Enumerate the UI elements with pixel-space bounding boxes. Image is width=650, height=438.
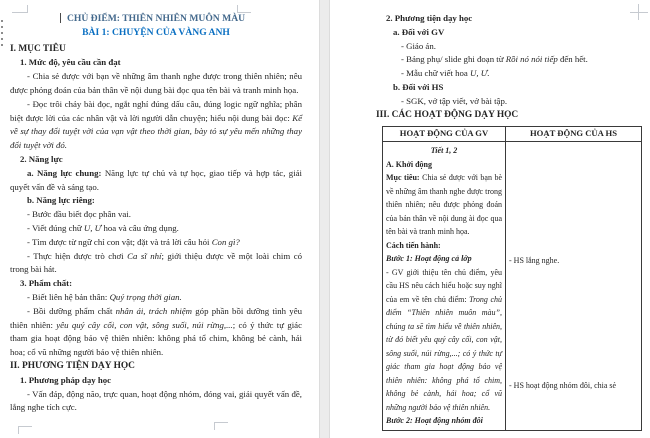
buoc-1-heading <box>386 252 502 266</box>
paragraph-tro-choi <box>10 250 302 278</box>
text-run: b. Năng lực riêng: <box>27 195 95 206</box>
cach-tien-hanh-heading <box>386 239 502 253</box>
paragraph-drag-handle-icon[interactable] <box>1 20 4 46</box>
paragraph-van-dap <box>10 388 302 416</box>
text-run: yêu quý cây cối, con vật, sông suối, núi rừng,... <box>56 319 233 330</box>
page-right-text <box>376 12 641 431</box>
text-run: - SGK, vở tập viết, vở bài tập. <box>401 95 508 106</box>
tiet-heading <box>386 144 502 158</box>
text-run: - Biết liên hệ bản thân: <box>27 291 110 302</box>
paragraph-boi-duong <box>10 305 302 360</box>
text-run: - GV giới thiệu tên chủ điểm, yêu cầu HS nêu cách hiểu hoặc suy nghĩ của em về tên chủ điểm: <box>386 267 502 304</box>
text-run: - Bảng phụ/ slide ghi đoạn từ <box>401 54 506 65</box>
paragraph-doc-troi <box>10 98 302 153</box>
text-run: U, Ư <box>83 222 102 233</box>
hs-lang-nghe-paragraph <box>509 254 638 268</box>
text-run: Rồi nó nói tiếp <box>505 54 558 65</box>
text-cursor <box>60 13 61 23</box>
text-run: - HS hoạt động nhóm đôi, chia sẻ <box>509 380 617 390</box>
text-run: Mục tiêu: <box>386 173 423 183</box>
buoc-2-heading <box>386 414 502 428</box>
text-run: - Chia sẻ được với bạn về những âm thanh nghe được trong thiên nhiên; nêu được phỏng đoán của bản thân về nội dung bài đọc qua tên bài và tranh minh họa. <box>10 71 302 95</box>
margin-crop-mark <box>638 4 639 20</box>
text-run: - Đọc trôi chảy bài đọc, ngắt nghỉ đúng dấu câu, đúng logic ngữ nghĩa; phân biệt được lời của các nhân vật và lời người dẫn chuyện; hiểu nội dung bài đọc: <box>10 98 302 123</box>
text-run: ; có ý thức tự giác tham gia hoạt động bảo vệ thiên nhiên: không phá tổ chim, không bẻ cành, hái hoa; cổ vũ những người bảo vệ thiên nhiên. <box>10 319 302 358</box>
text-run: - Tìm được từ ngữ chỉ con vật; đặt và trả lời câu hỏi <box>27 236 212 247</box>
text-run: Năng lực tự chủ và tự học, giao tiếp và hợp tác, giải quyết vấn đề và sáng tạo. <box>10 167 302 192</box>
paragraph-mau-chu <box>376 67 641 81</box>
paragraph-lien-he <box>10 291 302 305</box>
lesson-title: BÀI 1: CHUYỆN CỦA VÀNG ANH <box>82 26 230 38</box>
text-run: góp phần bồi dưỡng tình yêu thiên nhiên: <box>10 305 302 330</box>
heading-pham-chat: 3. Phẩm chất: <box>20 278 73 289</box>
paragraph-viet-dung <box>10 222 302 236</box>
text-run: nhân ái, trách nhiệm <box>115 305 193 316</box>
text-run: Con gì? <box>211 236 240 247</box>
gv-activity-cell <box>383 142 506 431</box>
muc-tieu-paragraph <box>386 171 502 239</box>
text-run: Tiết 1, 2 <box>430 146 458 156</box>
paragraph-sgk <box>376 95 641 109</box>
margin-crop-mark <box>214 422 228 430</box>
table-header-hs: HOẠT ĐỘNG CỦA HS <box>506 127 642 142</box>
text-run: - Thực hiện được trò chơi <box>27 250 128 261</box>
text-run: a. Năng lực chung: <box>27 167 105 178</box>
text-run: đến hết. <box>557 54 588 65</box>
table-row <box>383 142 642 431</box>
heading-pt-day-hoc: 2. Phương tiện dạy học <box>386 13 473 23</box>
hs-activity-cell <box>506 142 642 431</box>
heading-doi-voi-gv: a. Đối với GV <box>393 26 445 37</box>
text-run: Trong chủ điểm “Thiên nhiên muôn màu”, chúng ta sẽ tìm hiểu về thiên nhiên, từ đó biết yêu quý cây cối, con vật, sông suối, núi rừng,...; có ý thức tự giác tham gia hoạt động bảo vệ thiên nhiên: không phá tổ chim, không bẻ cành, hái hoa; cổ vũ những người bảo vệ thiên nhiên. <box>386 294 503 412</box>
heading-pp-day-hoc: 1. Phương pháp dạy học <box>20 374 112 385</box>
heading-muc-do: 1. Mức độ, yêu cầu cần đạt <box>20 57 121 68</box>
text-run: Kể về sự thay đổi tuyệt vời của vạn vật theo thời gian, bày tỏ sự yêu mến những thay đổi tuyệt vời đó. <box>10 112 302 151</box>
margin-crop-mark <box>18 426 32 434</box>
paragraph-nang-luc-rieng <box>10 194 302 208</box>
paragraph-bang-phu <box>376 53 641 67</box>
heading-nang-luc: 2. Năng lực <box>20 153 63 164</box>
table-header-gv: HOẠT ĐỘNG CỦA GV <box>383 127 506 142</box>
text-run: U, Ư. <box>470 68 490 79</box>
text-run: ; giới thiệu được về một loài chim có trong bài hát. <box>10 250 302 275</box>
page-left[interactable] <box>0 0 320 438</box>
paragraph-tim-tu <box>10 236 302 250</box>
text-run: Cách tiến hành: <box>386 240 441 250</box>
activity-table <box>382 126 642 431</box>
paragraph-phan-vai <box>10 208 302 222</box>
text-run: - Giáo án. <box>401 40 436 51</box>
text-run: Chia sẻ được với bạn bè về những âm thanh nghe được trong thiên nhiên; nêu được phỏng đoán của bản thân về nội dung ài đọc qua tên bài và tranh minh họa. <box>386 173 502 237</box>
text-run: hoa và câu ứng dụng. <box>101 222 179 233</box>
theme-title: CHỦ ĐIỂM: THIÊN NHIÊN MUÔN MÀU <box>66 13 246 24</box>
text-run: - Viết đúng chữ <box>27 222 84 233</box>
text-run: - Bồi dưỡng phẩm chất <box>27 305 116 316</box>
margin-crop-mark <box>237 5 251 13</box>
margin-crop-mark <box>630 12 648 13</box>
paragraph-nang-luc-chung <box>10 167 302 195</box>
page-right[interactable] <box>329 0 650 438</box>
text-run: - Mẫu chữ viết hoa <box>401 68 471 79</box>
text-run: A. Khởi động <box>386 159 432 169</box>
text-run: - Vấn đáp, động não, trực quan, hoạt động nhóm, đóng vai, giải quyết vấn đề, lắng nghe tích cực. <box>10 388 302 413</box>
text-run: Ca sĩ nhí <box>127 250 162 261</box>
heading-hoat-dong: III. CÁC HOẠT ĐỘNG DẠY HỌC <box>376 109 519 120</box>
heading-muc-tieu: I. MỤC TIÊU <box>10 43 66 54</box>
table-header-row <box>383 127 642 142</box>
text-run: Bước 2: Hoạt động nhóm đôi <box>386 416 483 426</box>
paragraph-giao-an <box>376 40 641 54</box>
text-run: - Bước đầu biết đọc phân vai. <box>27 209 131 220</box>
text-run: Quý trọng thời gian. <box>109 291 182 302</box>
heading-doi-voi-hs: b. Đối với HS <box>393 81 444 92</box>
khoi-dong-heading <box>386 158 502 172</box>
paragraph-chia-se <box>10 70 302 98</box>
heading-phuong-tien: II. PHƯƠNG TIỆN DẠY HỌC <box>10 360 135 371</box>
text-run: - HS lắng nghe. <box>509 256 560 266</box>
text-run: Bước 1: Hoạt động cả lớp <box>386 254 472 264</box>
page-left-text <box>10 12 302 415</box>
gv-gioi-thieu-paragraph <box>386 266 502 415</box>
margin-crop-mark <box>12 5 28 13</box>
hs-nhom-doi-paragraph <box>509 379 638 393</box>
